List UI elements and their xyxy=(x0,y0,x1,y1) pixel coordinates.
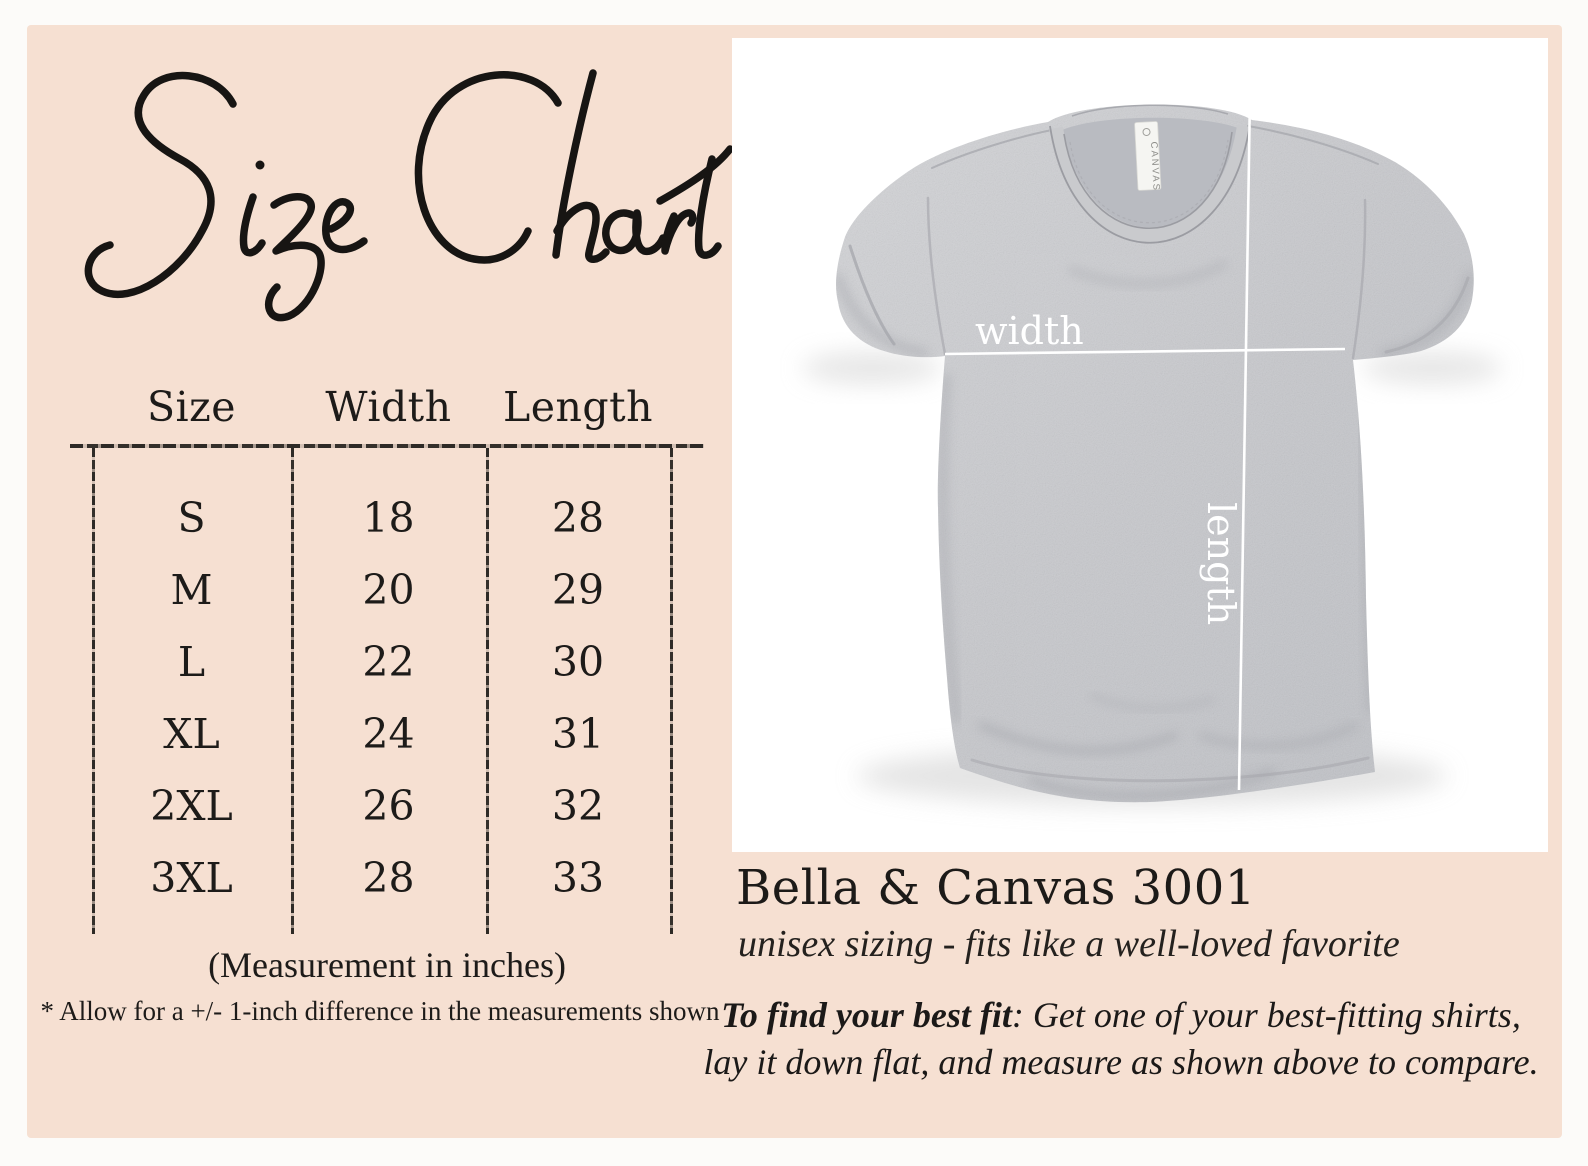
column-header-length: Length xyxy=(502,383,654,431)
width-label: width xyxy=(975,309,1084,353)
product-name: Bella & Canvas 3001 xyxy=(736,860,1256,916)
size-table xyxy=(70,378,704,938)
table-cell: S xyxy=(177,494,206,542)
table-cell: 22 xyxy=(362,638,415,686)
fit-tip-lead: To find your best fit xyxy=(721,995,1012,1035)
table-cell: 33 xyxy=(551,854,605,902)
size-table-rows xyxy=(92,482,670,914)
tag-label: CANVAS xyxy=(1148,141,1162,193)
column-header-size: Size xyxy=(146,383,237,431)
table-cell: 32 xyxy=(551,782,605,830)
collar-tag xyxy=(1135,121,1162,193)
table-cell: 28 xyxy=(551,494,605,542)
tolerance-disclaimer: * Allow for a +/- 1-inch difference in the measurements shown xyxy=(40,996,720,1026)
table-vertical-rule xyxy=(670,448,673,934)
table-row xyxy=(92,554,670,626)
table-cell: 26 xyxy=(362,782,415,830)
tshirt-photo xyxy=(732,38,1548,852)
table-cell: 31 xyxy=(551,710,605,758)
units-note: (Measurement in inches) xyxy=(208,945,566,985)
table-cell: 28 xyxy=(362,854,415,902)
table-cell: 2XL xyxy=(150,782,233,830)
table-row xyxy=(92,482,670,554)
size-chart-script-title xyxy=(48,56,738,342)
fit-tip-rest: : Get one of your best-fitting shirts, xyxy=(1011,995,1521,1035)
table-cell: XL xyxy=(163,710,220,758)
table-cell: L xyxy=(177,638,206,686)
product-tagline: unisex sizing - fits like a well-loved favorite xyxy=(738,923,1400,965)
page-title xyxy=(48,56,738,342)
table-row xyxy=(92,626,670,698)
size-table-header xyxy=(92,378,670,436)
table-cell: M xyxy=(170,566,213,614)
column-header-width: Width xyxy=(325,383,452,431)
fit-tip xyxy=(698,992,1544,1086)
fit-tip-line2: lay it down flat, and measure as shown above to compare. xyxy=(703,1042,1539,1082)
table-cell: 30 xyxy=(551,638,605,686)
table-cell: 18 xyxy=(362,494,415,542)
fit-tip-line1 xyxy=(698,992,1544,1039)
table-cell: 3XL xyxy=(150,854,233,902)
table-row xyxy=(92,770,670,842)
table-cell: 29 xyxy=(551,566,605,614)
table-header-rule xyxy=(70,444,704,448)
table-cell: 20 xyxy=(362,566,415,614)
product-photo-frame xyxy=(732,38,1548,852)
length-label: length xyxy=(1199,502,1243,626)
table-cell: 24 xyxy=(362,710,415,758)
table-row xyxy=(92,842,670,914)
table-row xyxy=(92,698,670,770)
